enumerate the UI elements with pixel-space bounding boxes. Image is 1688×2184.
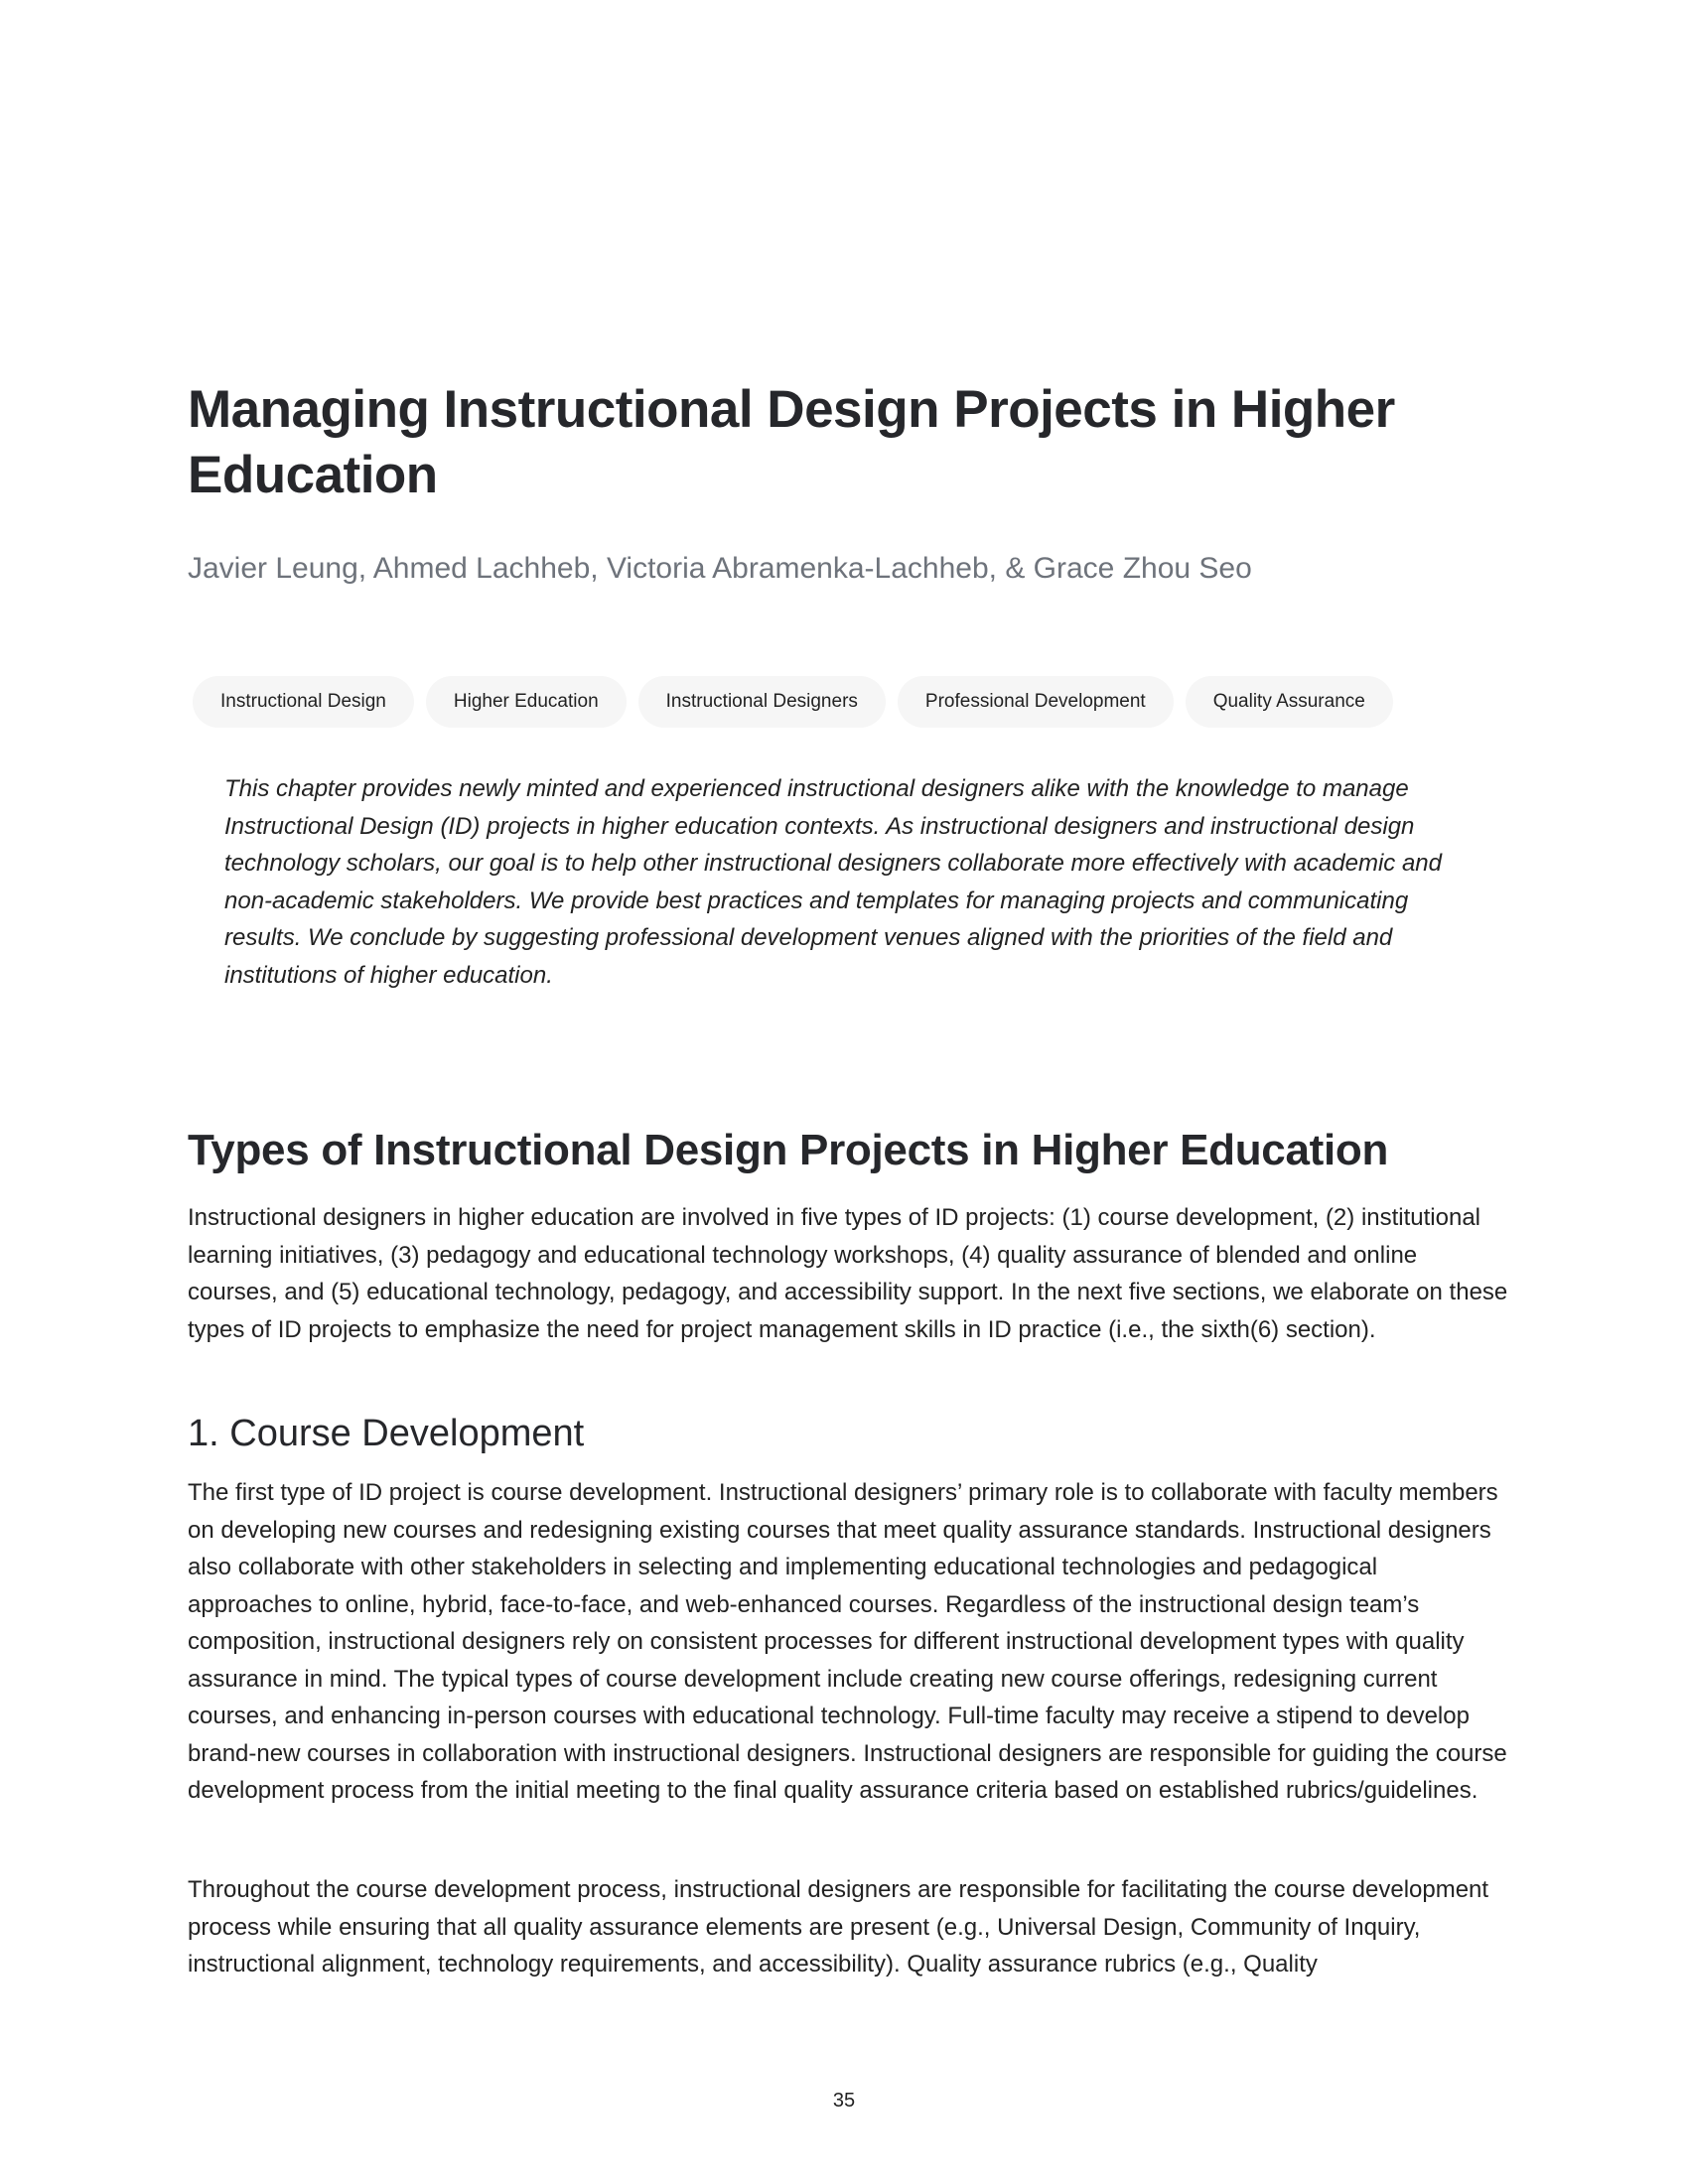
section-paragraph: Instructional designers in higher education are involved in five types of ID projects: (1) course development, (2) institutional learning initiatives, (3) pedagogy and educational technology workshops, (4) quality assurance of blended and online courses, and (5) educational technology, pedagogy, and accessibility support. In the next five sections, we elaborate on these types of ID projects to emphasize the need for project management skills in ID practice (i.e., the sixth(6) section).	[188, 1204, 1508, 1343]
subsection-heading: 1. Course Development	[188, 1413, 585, 1454]
chapter-abstract: This chapter provides newly minted and experienced instructional designers alike with the knowledge to manage Instructional Design (ID) projects in higher education contexts. As instructional designers and instructional design technology scholars, our goal is to help other instructional designers collaborate more effectively with academic and non-academic stakeholders. We provide best practices and templates for managing projects and communicating results. We conclude by suggesting professional development venues aligned with the priorities of the field and institutions of higher education.	[224, 775, 1442, 989]
tag-quality-assurance[interactable]: Quality Assurance	[1186, 676, 1393, 728]
tag-instructional-design[interactable]: Instructional Design	[193, 676, 414, 728]
chapter-authors: Javier Leung, Ahmed Lachheb, Victoria Abramenka-Lachheb, & Grace Zhou Seo	[188, 552, 1252, 585]
tag-higher-education[interactable]: Higher Education	[426, 676, 627, 728]
page-number: 35	[832, 2090, 856, 2112]
chapter-title: Managing Instructional Design Projects in Higher Education	[188, 380, 1395, 504]
subsection-paragraph-1: The first type of ID project is course development. Instructional designers’ primary role is to collaborate with faculty members on developing new courses and redesigning existing courses that meet quality assurance standards. Instructional designers also collaborate with other stakeholders in selecting and implementing educational technologies and pedagogical approaches to online, hybrid, face-to-face, and web-enhanced courses. Regardless of the instructional design team’s composition, instructional designers rely on consistent processes for different instructional development types with quality assurance in mind. The typical types of course development include creating new course offerings, redesigning current courses, and enhancing in-person courses with educational technology. Full-time faculty may receive a stipend to develop brand-new courses in collaboration with instructional designers. Instructional designers are responsible for guiding the course development process from the initial meeting to the final quality assurance criteria based on established rubrics/guidelines.	[188, 1479, 1507, 1804]
section-heading: Types of Instructional Design Projects in Higher Education	[188, 1126, 1389, 1174]
tag-professional-development[interactable]: Professional Development	[898, 676, 1174, 728]
subsection-paragraph-2: Throughout the course development process, instructional designers are responsible for facilitating the course development process while ensuring that all quality assurance elements are present (e.g., Universal Design, Community of Inquiry, instructional alignment, technology requirements, and accessibility). Quality assurance rubrics (e.g., Quality	[188, 1876, 1489, 1978]
keyword-tags	[193, 676, 1393, 728]
tag-instructional-designers[interactable]: Instructional Designers	[638, 676, 886, 728]
